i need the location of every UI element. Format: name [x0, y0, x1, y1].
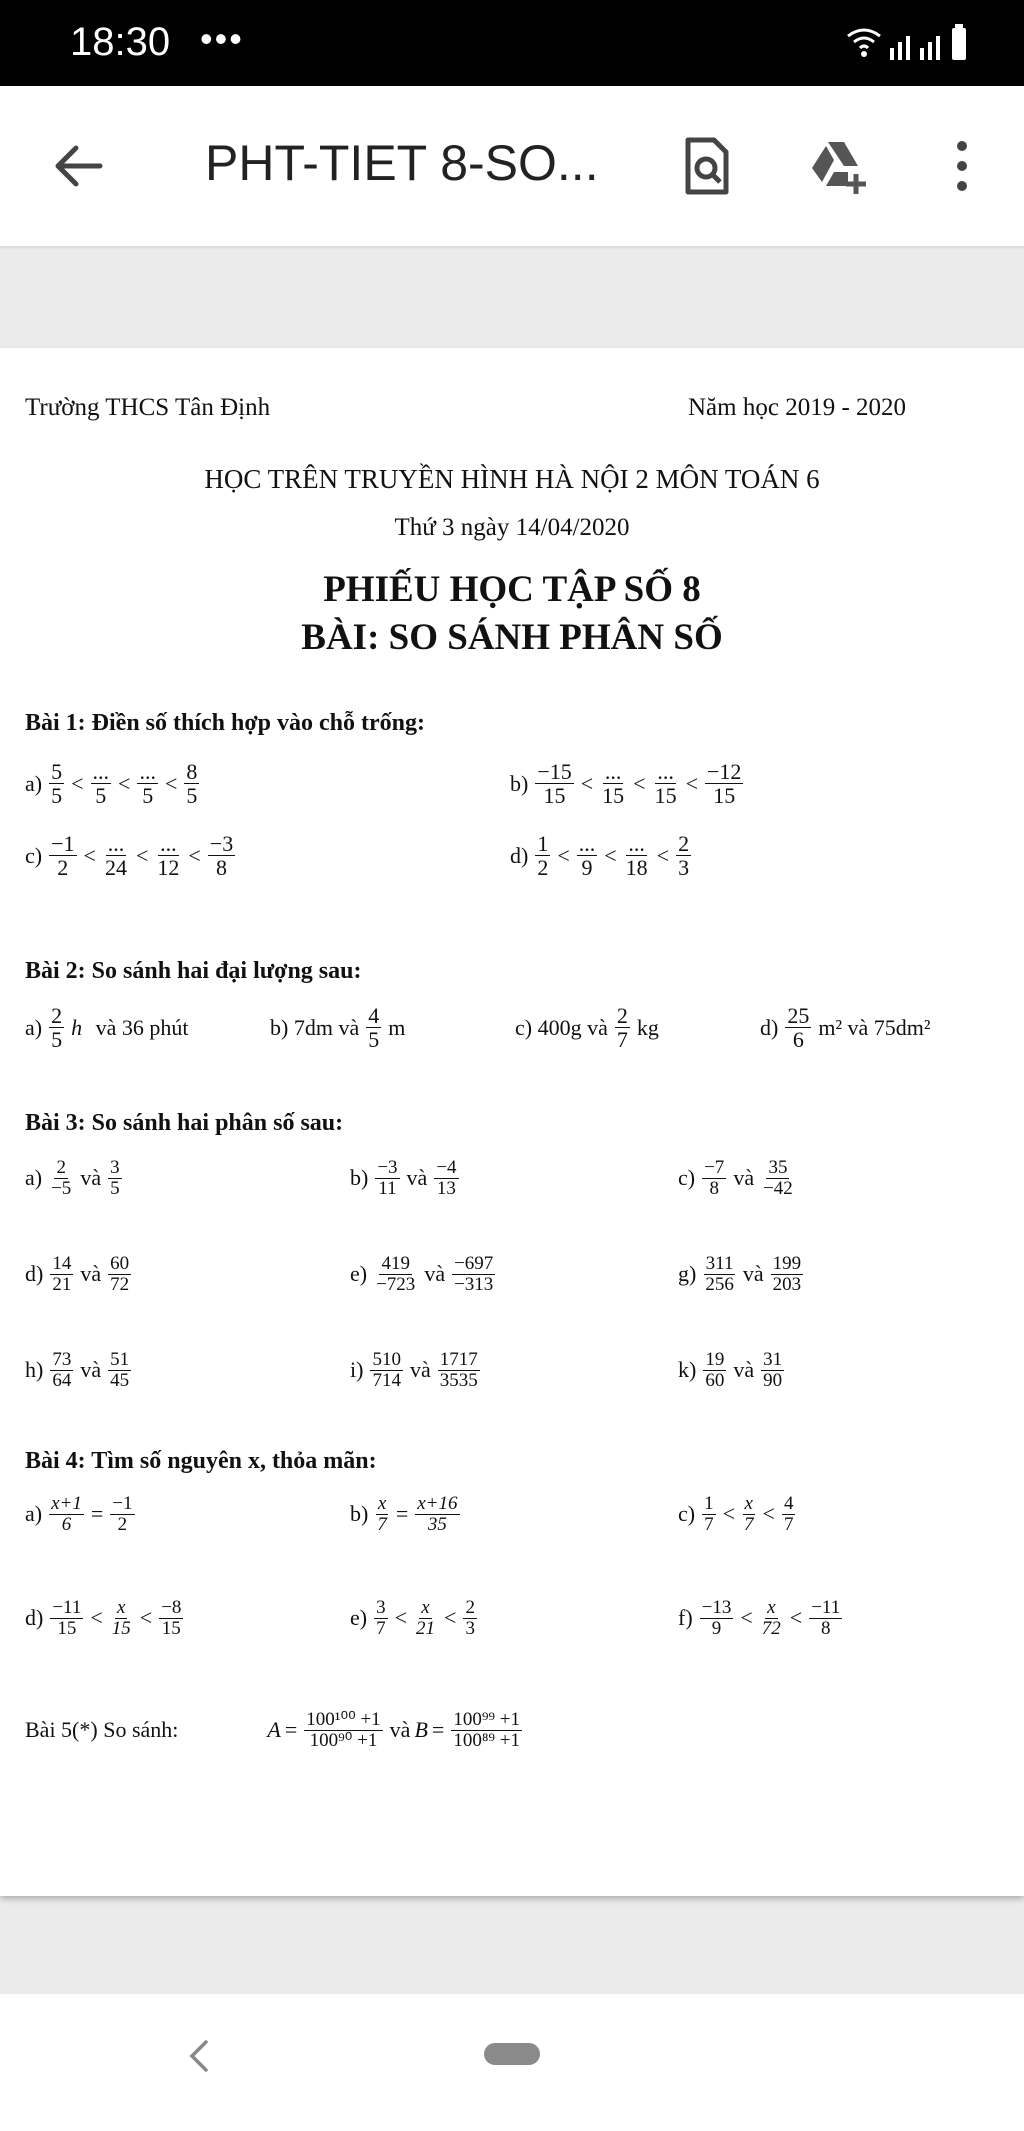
status-time: 18:30	[70, 20, 171, 64]
ex3-title: Bài 3: So sánh hai phân số sau:	[25, 1110, 344, 1136]
ex1-b: b) −15 15 < ... 15 < ... 15 < −12 15	[510, 759, 742, 809]
system-icons	[844, 22, 974, 66]
lesson-date: Thứ 3 ngày 14/04/2020	[394, 514, 630, 541]
lesson-heading: HỌC TRÊN TRUYỀN HÌNH HÀ NỘI 2 MÔN TOÁN 6	[204, 464, 820, 494]
fraction: 60 72	[110, 1253, 130, 1295]
ex1-title: Bài 1: Điền số thích hợp vào chỗ trống:	[25, 710, 425, 736]
document-title: PHT-TIET 8-SO...	[205, 135, 599, 191]
ex3-e: e) 419 −723 và −697 −313	[350, 1253, 494, 1295]
school-name: Trường THCS Tân Định	[25, 394, 271, 421]
fraction: 73 64	[52, 1349, 72, 1391]
fraction: 1 7	[704, 1493, 714, 1535]
fraction: x 72	[761, 1597, 781, 1639]
fraction: −11 15	[52, 1597, 82, 1639]
fraction: $\frac{\text{100¹⁰⁰ +1}}{\text{100⁹⁰ +1}}$	[306, 1709, 381, 1751]
fraction: 51 45	[110, 1349, 130, 1391]
ex3-k: k) 19 60 và 31 90	[678, 1349, 783, 1391]
fraction: 2 3	[465, 1597, 475, 1639]
fraction: 14 21	[52, 1253, 72, 1295]
fraction: 1 2	[537, 831, 549, 881]
fraction: ... 12	[157, 831, 180, 881]
ex4-b: b) $\frac{x}{7}$ = $\frac{x+16}{35}$	[350, 1493, 458, 1535]
fraction: 35 −42	[763, 1157, 793, 1199]
fraction: −15 15	[537, 759, 572, 809]
fraction: x 21	[416, 1597, 436, 1639]
ex3-d: d) 14 21 và 60 72	[25, 1253, 130, 1295]
fraction: 199 203	[772, 1253, 802, 1295]
fraction: x 15	[111, 1597, 131, 1639]
ex1-a: a) 5 5 < ... 5 < ... 5 < 8 5	[25, 759, 198, 809]
fraction: −1 2	[51, 831, 75, 881]
fraction: −13 9	[701, 1597, 732, 1639]
school-year: Năm học 2019 - 2020	[688, 394, 907, 421]
worksheet-title: PHIẾU HỌC TẬP SỐ 8	[323, 569, 701, 610]
ex2-title: Bài 2: So sánh hai đại lượng sau:	[25, 958, 362, 984]
fraction: ... 5	[139, 759, 156, 809]
fraction: 8 5	[186, 759, 198, 809]
fraction: −7 8	[704, 1157, 725, 1199]
fraction: −12 15	[707, 759, 742, 809]
ex4-f: f) −13 9 < x 72 < −11 8	[678, 1597, 841, 1639]
fraction: 2 3	[678, 831, 690, 881]
fraction: 4 5	[368, 1003, 380, 1053]
fraction: 419 −723	[376, 1253, 416, 1295]
ex3-g: g) 311 256 và 199 203	[678, 1253, 802, 1295]
app-bar-shadow	[0, 246, 1024, 250]
fraction: $\frac{x}{7}$	[377, 1493, 387, 1535]
fraction: −3 8	[209, 831, 234, 881]
ex3-a: a) 2 −5 và 3 5	[25, 1157, 120, 1199]
ex4-a: a) $\frac{x+1}{6}$ = $\frac{-1}{2}$	[25, 1493, 133, 1535]
ex2-b: b) 7dm và 4 5 m	[270, 1003, 406, 1053]
fraction: 25 6	[787, 1003, 810, 1053]
fraction: 1717 3535	[439, 1349, 478, 1391]
ex3-i: i) 510 714 và 1717 3535	[350, 1349, 478, 1391]
fraction: 311 256	[705, 1253, 734, 1295]
fraction: $\frac{x+16}{35}$	[417, 1493, 458, 1535]
fraction: 2 −5	[51, 1157, 72, 1199]
ex4-e: e) 3 7 < x 21 < 2 3	[350, 1597, 475, 1639]
ex4-c: c) 1 7 < x 7 < 4 7	[678, 1493, 794, 1535]
ex3-c: c) −7 8 và 35 −42	[678, 1157, 793, 1199]
ex3-b: b) −3 11 và −4 13	[350, 1157, 457, 1199]
ex5: Bài 5(*) So sánh: A = $\frac{\text{100¹⁰⁰ +1}}{\text{100⁹⁰ +1}}$ và B = $\frac{\text{100⁹⁹ +1}}{\text{100⁸⁹ +1}}$	[25, 1709, 521, 1751]
fraction: ... 18	[625, 831, 648, 881]
ex4-title: Bài 4: Tìm số nguyên x, thỏa mãn:	[25, 1448, 377, 1474]
fraction: 510 714	[372, 1349, 401, 1391]
find-in-page-icon[interactable]	[676, 136, 736, 196]
document-page	[0, 348, 1024, 1896]
fraction: −3 11	[377, 1157, 398, 1199]
fraction: ... 24	[104, 831, 127, 881]
fraction: $\frac{\text{100⁹⁹ +1}}{\text{100⁸⁹ +1}}$	[453, 1709, 521, 1751]
fraction: 31 90	[763, 1349, 783, 1391]
lesson-title: BÀI: SO SÁNH PHÂN SỐ	[301, 617, 723, 658]
fraction: 3 5	[110, 1157, 120, 1199]
fraction: −8 15	[161, 1597, 182, 1639]
fraction: 5 5	[51, 759, 63, 809]
fraction: ... 15	[602, 759, 625, 809]
navigation-bar	[0, 1994, 1024, 2131]
app-bar	[0, 86, 1024, 246]
ex2-a: a) 2 5 h và 36 phút	[25, 1003, 189, 1053]
fraction: 19 60	[705, 1349, 725, 1391]
ex1-d: d) 1 2 < ... 9 < ... 18 < 2 3	[510, 831, 690, 881]
fraction: $\frac{x+1}{6}$	[51, 1493, 82, 1535]
ex2-c: c) 400g và 2 7 kg	[515, 1003, 659, 1053]
fraction: −697 −313	[454, 1253, 494, 1295]
back-arrow-icon[interactable]	[50, 138, 106, 194]
status-bar	[0, 0, 1024, 86]
ex4-d: d) −11 15 < x 15 < −8 15	[25, 1597, 182, 1639]
fraction: x 7	[744, 1493, 754, 1535]
ex2-d: d) 25 6 m² và 75dm²	[760, 1003, 931, 1053]
fraction: 4 7	[783, 1493, 794, 1535]
more-options-icon[interactable]	[944, 136, 980, 196]
fraction: −11 8	[811, 1597, 841, 1639]
fraction: $\frac{-1}{2}$	[112, 1493, 133, 1535]
add-to-drive-icon[interactable]	[808, 136, 868, 196]
fraction: ... 5	[92, 759, 110, 809]
fraction: ... 15	[654, 759, 677, 809]
fraction: 3 7	[376, 1597, 386, 1639]
home-pill[interactable]	[484, 2043, 540, 2065]
ex1-c: c) −1 2 < ... 24 < ... 12 < −3 8	[25, 831, 234, 881]
fraction: ... 9	[578, 831, 596, 881]
ex5-label: Bài 5(*) So sánh:	[25, 1717, 179, 1743]
fraction: −4 13	[436, 1157, 457, 1199]
ex3-h: h) 73 64 và 51 45	[25, 1349, 130, 1391]
notification-dots: •••	[200, 18, 244, 59]
nav-back-icon[interactable]	[188, 2038, 210, 2074]
fraction: 2 7	[616, 1003, 628, 1053]
fraction: 2 5	[51, 1003, 63, 1053]
